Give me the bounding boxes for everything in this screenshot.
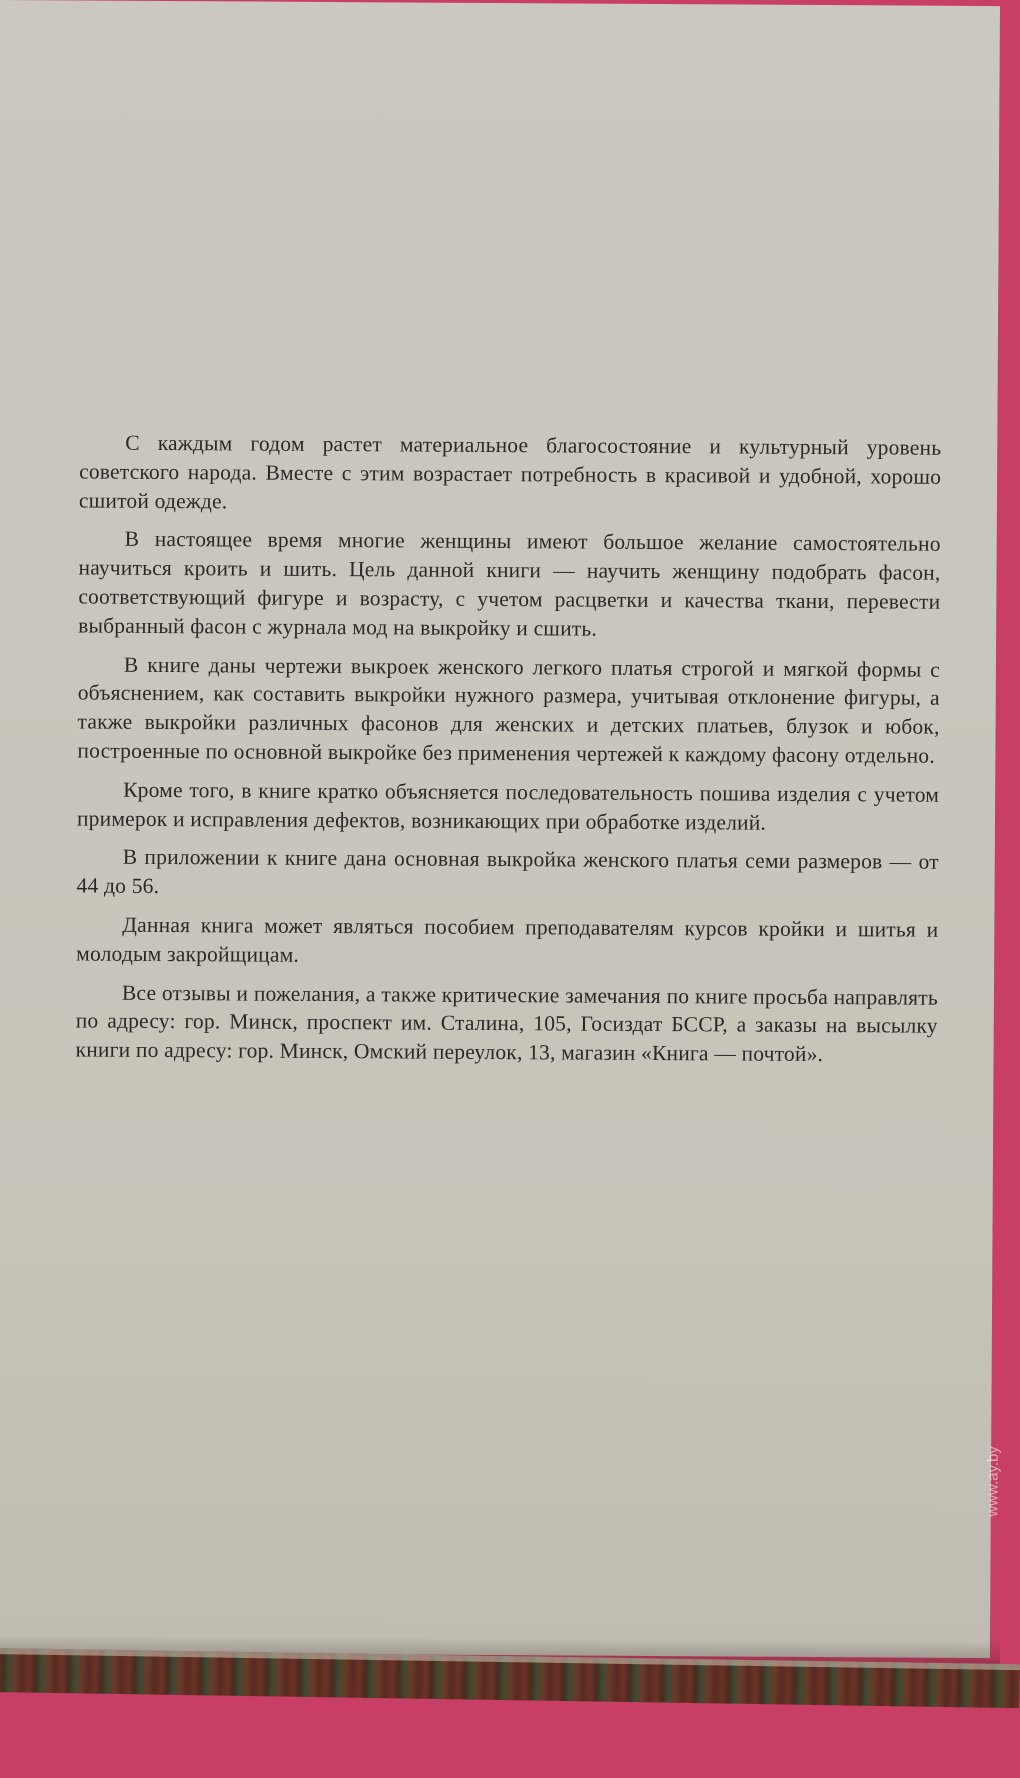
paragraph-6: Данная книга может являться пособием преподавателям курсов кройки и шитья и молодым закройщицам. — [76, 912, 939, 967]
page-text — [75, 428, 941, 1079]
watermark: www.ay.by — [984, 1446, 1003, 1517]
paragraph-5: В приложении к книге дана основная выкройка женского платья семи размеров — от 44 до 56. — [76, 845, 939, 899]
paragraph-7: Все отзывы и пожелания, а также критические замечания по книге просьба направлять по адресу: гор. Минск, проспект им. Сталина, 105, Госиздат БССР, а заказы на высылку книги по адресу: гор. Минск, Омский переулок, 13, магазин «Книга — почтой». — [75, 980, 938, 1067]
paragraph-2: В настоящее время многие женщины имеют большое желание самостоятельно научиться кроить и шить. Цель данной книги — научить женщину подобрать фасон, соответствующий фигуре и возрасту, с учетом расцветки и качества ткани, перевести выбранный фасон с журнала мод на выкройку и сшить. — [78, 527, 941, 641]
paragraph-1: С каждым годом растет материальное благосостояние и культурный уровень советского народа. Вместе с этим возрастает потребность в красивой и удобной, хорошо сшитой одежде. — [78, 430, 942, 513]
paragraph-3: В книге даны чертежи выкроек женского легкого платья строгой и мягкой формы с объяснением, как составить выкройки нужного размера, учитывая отклонение фигуры, а также выкройки различных фасонов для женских и детских платьев, блузок и юбок, построенные по основной выкройке без применения чертежей к каждому фасону отдельно. — [77, 652, 941, 768]
paragraph-4: Кроме того, в книге кратко объясняется последовательность пошива изделия с учетом примерок и исправления дефектов, возникающих при обработке изделий. — [76, 777, 940, 835]
